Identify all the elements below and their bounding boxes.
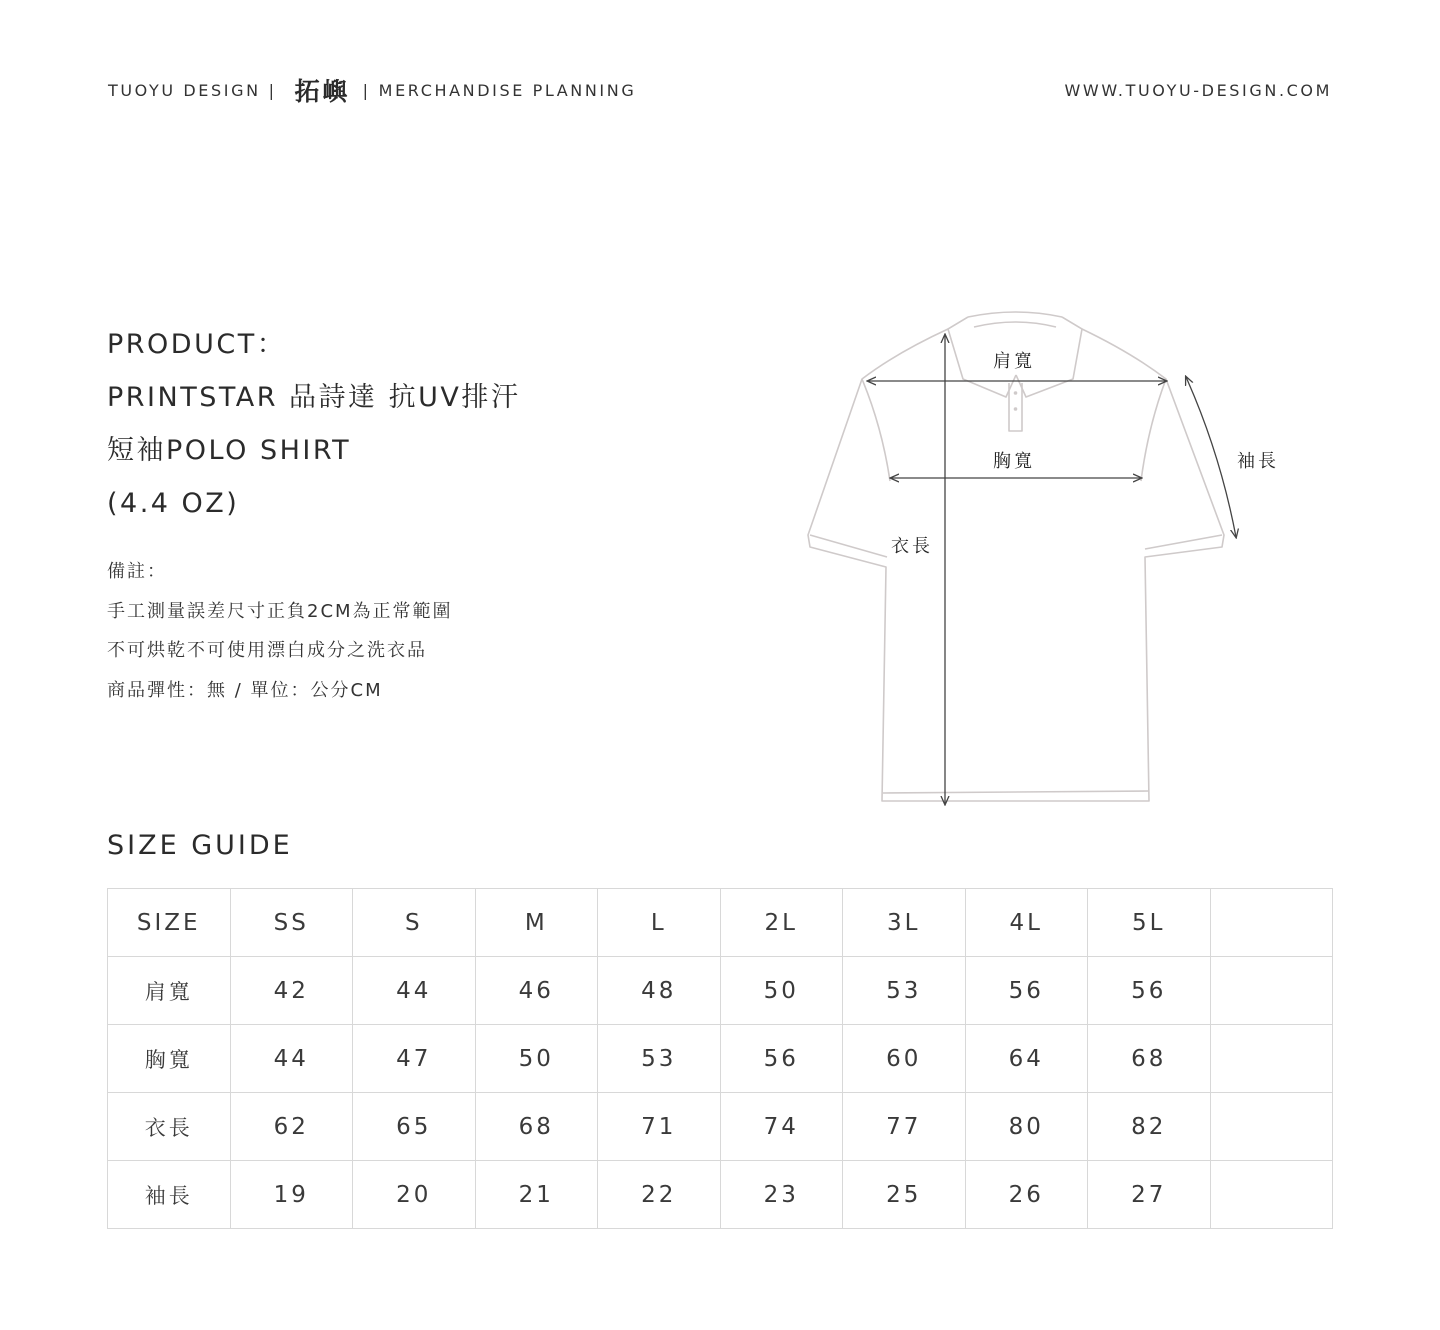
table-cell: 48 (598, 957, 721, 1025)
note-measurement: 手工測量誤差尺寸正負2CM為正常範圍 (107, 600, 453, 622)
table-row-label: 衣長 (108, 1093, 231, 1161)
table-cell: 80 (965, 1093, 1088, 1161)
table-cell: 50 (720, 957, 843, 1025)
table-cell: 53 (843, 957, 966, 1025)
table-header-cell (1210, 889, 1333, 957)
page-header (108, 76, 1332, 104)
body-length-label: 衣長 (891, 536, 933, 557)
chest-width-label: 胸寬 (993, 451, 1035, 472)
header-separator: | (362, 80, 371, 100)
table-cell: 26 (965, 1161, 1088, 1229)
table-header-cell: S (353, 889, 476, 957)
product-name: PRINTSTAR 品詩達 抗UV排汗 (107, 382, 521, 413)
table-row (108, 1093, 1333, 1161)
header-separator: | (268, 80, 277, 100)
table-row (108, 957, 1333, 1025)
polo-shirt-illustration (800, 305, 1300, 815)
table-row (108, 1025, 1333, 1093)
table-cell: 68 (1088, 1025, 1211, 1093)
left-sleeve-hem (810, 535, 887, 557)
table-cell: 50 (475, 1025, 598, 1093)
product-info (107, 318, 667, 710)
table-cell: 65 (353, 1093, 476, 1161)
table-cell (1210, 1161, 1333, 1229)
table-cell: 74 (720, 1093, 843, 1161)
table-cell: 68 (475, 1093, 598, 1161)
table-header-cell: M (475, 889, 598, 957)
right-sleeve-hem (1145, 535, 1222, 549)
brand-tagline: MERCHANDISE PLANNING (378, 80, 637, 100)
table-cell: 47 (353, 1025, 476, 1093)
product-notes (107, 552, 667, 710)
table-cell: 60 (843, 1025, 966, 1093)
table-row-label: 肩寬 (108, 957, 231, 1025)
sleeve-length-arrow (1186, 377, 1236, 537)
table-cell: 22 (598, 1161, 721, 1229)
placket-buttons (1014, 391, 1018, 411)
table-cell: 77 (843, 1093, 966, 1161)
product-label: PRODUCT： (107, 329, 287, 360)
table-cell: 64 (965, 1025, 1088, 1093)
table-cell: 19 (230, 1161, 353, 1229)
size-guide-title: SIZE GUIDE (107, 830, 293, 861)
shoulder-width-label: 肩寬 (993, 351, 1035, 372)
table-cell: 20 (353, 1161, 476, 1229)
table-cell: 62 (230, 1093, 353, 1161)
table-header-cell: SS (230, 889, 353, 957)
table-cell: 25 (843, 1161, 966, 1229)
table-cell: 44 (353, 957, 476, 1025)
header-brand-group (108, 72, 636, 108)
table-cell (1210, 1025, 1333, 1093)
table-row-label: 袖長 (108, 1161, 231, 1229)
brand-logo: 拓嶼 (294, 77, 351, 106)
table-header-cell: 2L (720, 889, 843, 957)
table-header-cell: SIZE (108, 889, 231, 957)
note-care: 不可烘乾不可使用漂白成分之洗衣品 (107, 640, 427, 661)
table-header-cell: L (598, 889, 721, 957)
collar-inner (974, 322, 1056, 327)
table-cell: 71 (598, 1093, 721, 1161)
table-cell (1210, 957, 1333, 1025)
right-armhole-seam (1141, 379, 1166, 481)
table-header-row (108, 889, 1333, 957)
table-cell: 46 (475, 957, 598, 1025)
table-row (108, 1161, 1333, 1229)
table-cell: 23 (720, 1161, 843, 1229)
collar-band (968, 312, 1062, 317)
left-armhole-seam (862, 379, 890, 481)
website-url: WWW.TUOYU-DESIGN.COM (1064, 80, 1332, 100)
brand-name: TUOYU DESIGN (108, 80, 261, 100)
table-cell: 27 (1088, 1161, 1211, 1229)
notes-heading: 備註： (107, 561, 167, 582)
product-weight: (4.4 OZ) (107, 488, 240, 519)
sleeve-length-label: 袖長 (1237, 451, 1279, 472)
product-type: 短袖POLO SHIRT (107, 435, 352, 466)
table-cell: 56 (1088, 957, 1211, 1025)
body-hem (883, 791, 1149, 793)
table-cell: 82 (1088, 1093, 1211, 1161)
size-guide-table (107, 888, 1333, 1229)
table-cell: 53 (598, 1025, 721, 1093)
placket (1009, 383, 1022, 431)
table-cell (1210, 1093, 1333, 1161)
table-cell: 21 (475, 1161, 598, 1229)
table-header-cell: 3L (843, 889, 966, 957)
shirt-diagram (800, 305, 1300, 815)
table-header-cell: 4L (965, 889, 1088, 957)
table-cell: 56 (965, 957, 1088, 1025)
table-cell: 56 (720, 1025, 843, 1093)
table-row-label: 胸寬 (108, 1025, 231, 1093)
table-cell: 44 (230, 1025, 353, 1093)
table-cell: 42 (230, 957, 353, 1025)
table-header-cell: 5L (1088, 889, 1211, 957)
note-elasticity-unit: 商品彈性：無 / 單位：公分CM (107, 679, 383, 701)
